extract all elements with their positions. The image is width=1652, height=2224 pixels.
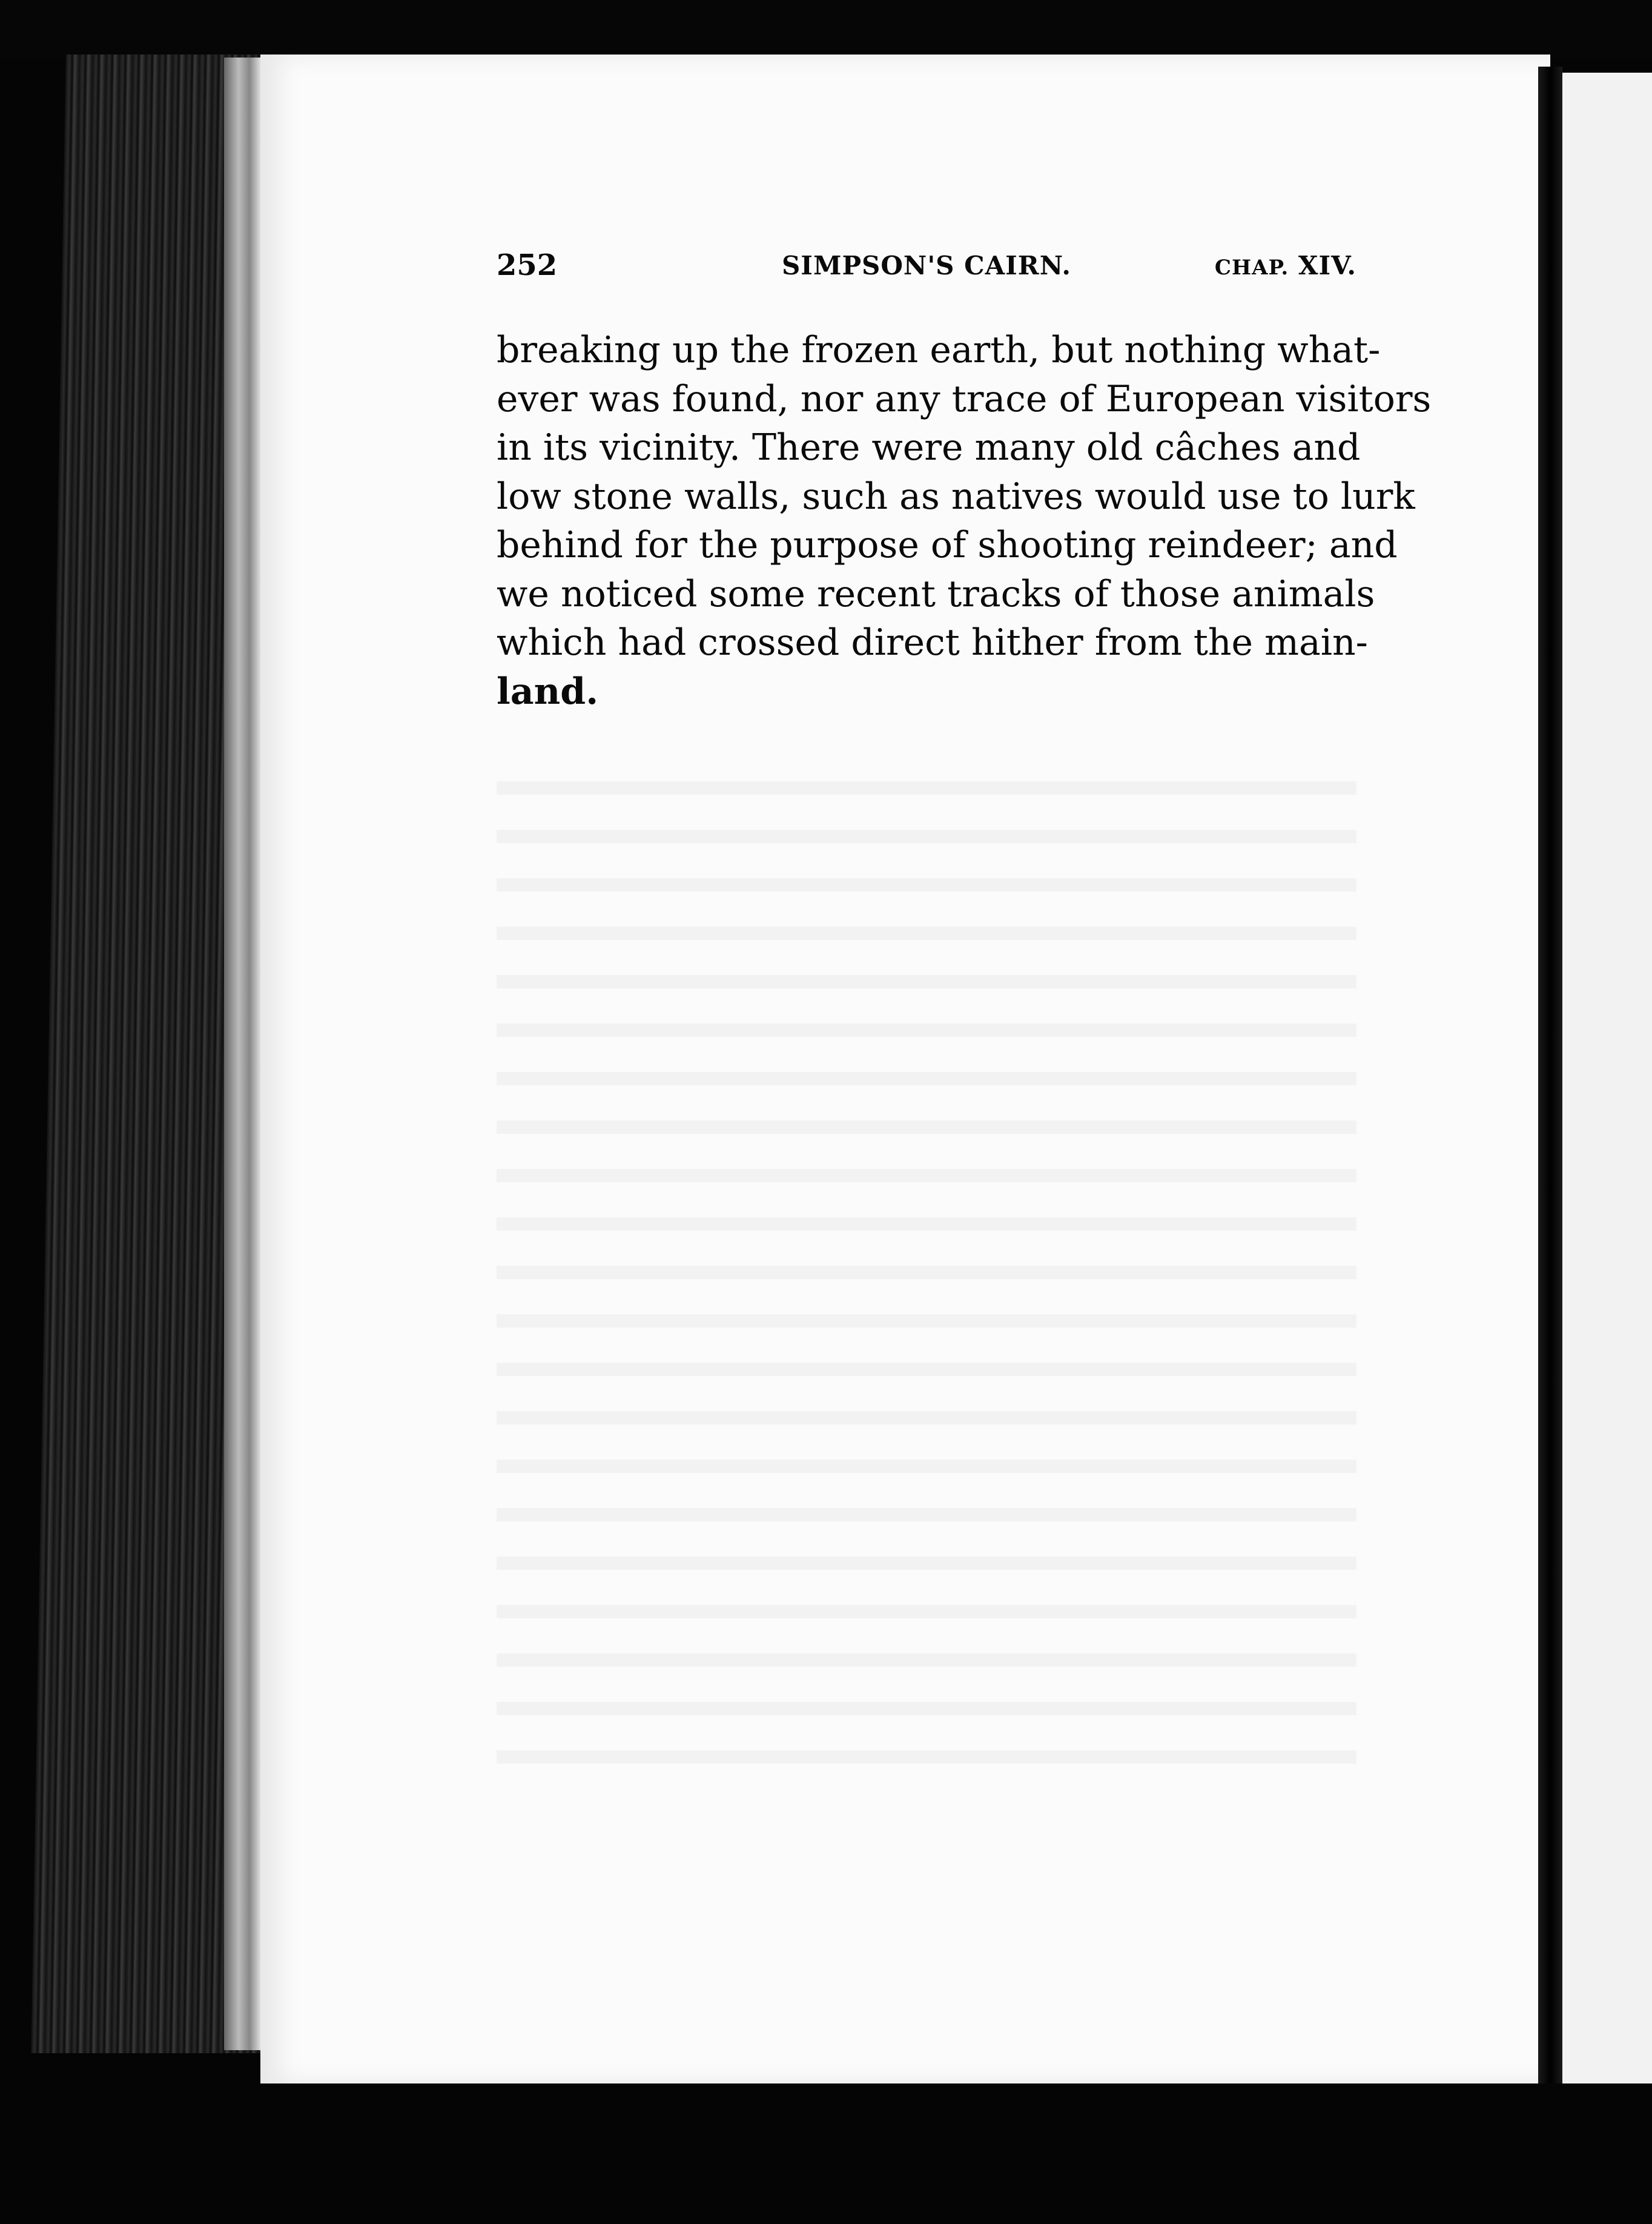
ink-show-through [497,751,1356,1793]
text-line: we noticed some recent tracks of those animals [497,572,1375,615]
text-line: in its vicinity. There were many old câches and [497,426,1361,469]
body-paragraph [497,326,1432,716]
text-line: breaking up the frozen earth, but nothing what- [497,329,1381,371]
page-number: 252 [497,248,558,282]
next-page-edge [1562,73,1652,2102]
chapter-label: CHAP. [1214,256,1289,280]
scan-top-border [0,0,1652,58]
chapter-reference [1215,251,1356,280]
chapter-number: XIV. [1298,251,1356,280]
running-head [497,248,1356,291]
text-line: ever was found, nor any trace of European visitors [497,377,1432,420]
book-page-edge-highlight [224,58,260,2050]
text-line: low stone walls, such as natives would use to lurk [497,475,1415,518]
text-line: behind for the purpose of shooting reindeer; and [497,524,1398,566]
running-title: SIMPSON'S CAIRN. [781,251,1072,280]
book-gutter [1538,67,1562,2102]
scan-bottom-border [0,2083,1652,2224]
text-line: which had crossed direct hither from the main- [497,621,1368,664]
text-line: land. [497,670,599,713]
